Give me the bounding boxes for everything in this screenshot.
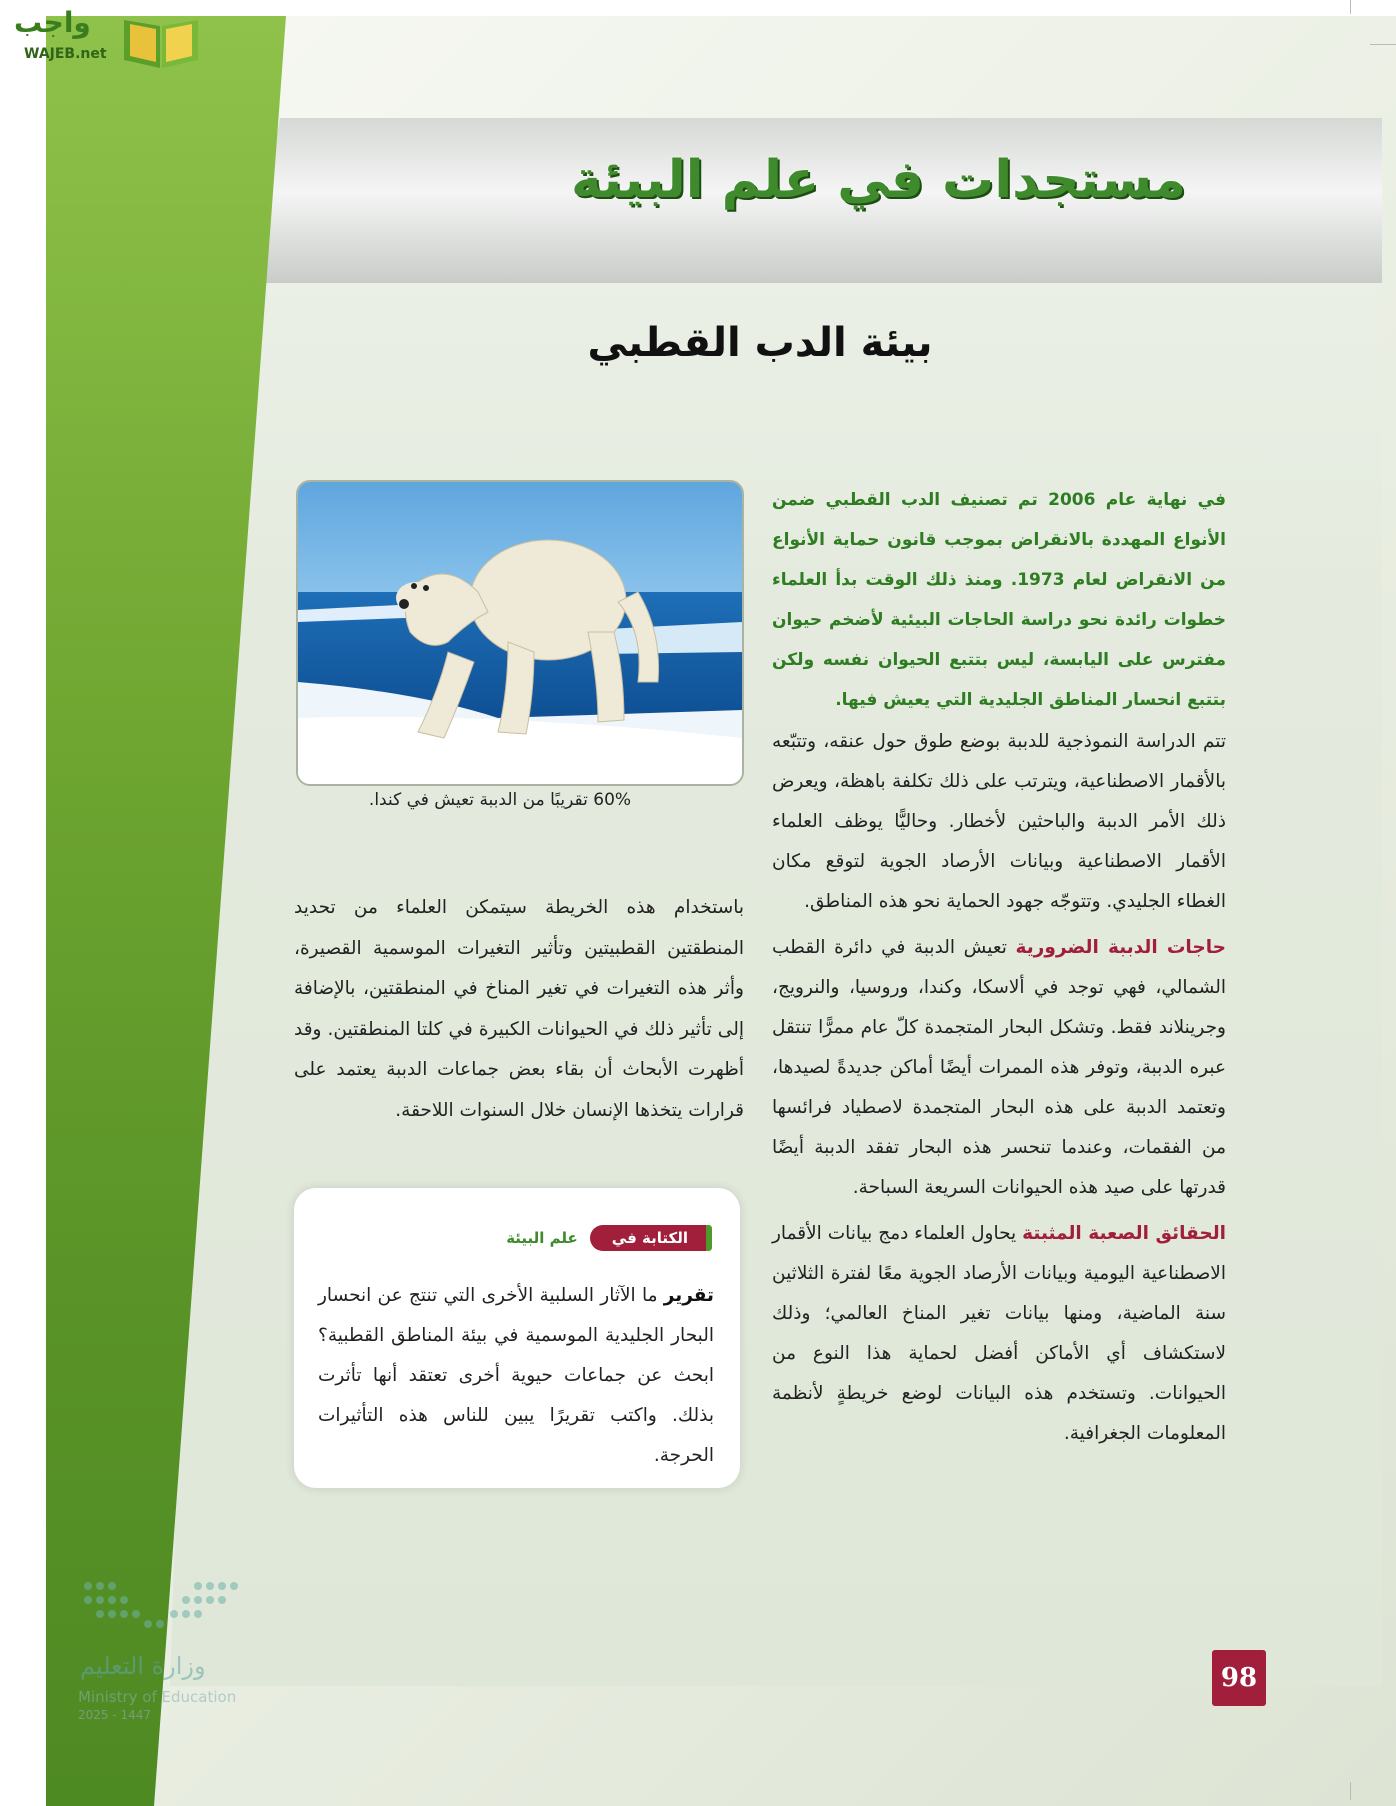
writing-tag-pill: الكتابة في xyxy=(590,1225,712,1251)
section-heading: الحقائق الصعبة المثبتة xyxy=(1022,1223,1226,1244)
writing-tag xyxy=(506,1222,712,1254)
ministry-year: 2025 - 1447 xyxy=(78,1708,152,1722)
paragraph-text: تعيش الدببة في دائرة القطب الشمالي، فهي توجد في ألاسكا، وكندا، وروسيا، والنرويج، وجرينلاند فقط. وتشكل البحار المتجمدة كلّ عام ممرًّا تنتقل عبره الدببة، وتوفر هذه الممرات أيضًا أماكن جديدةً لصيدها، وتعتمد الدببة على هذه البحار المتجمدة لاصطياد فرائسها من الفقمات، وعندما تنحسر هذه البحار تفقد الدببة أيضًا قدرتها على صيد هذه الحيوانات السريعة السباحة. xyxy=(772,937,1226,1198)
section-subtitle: بيئة الدب القطبي xyxy=(587,320,933,366)
logo-word: واجب xyxy=(14,6,91,39)
crop-mark xyxy=(1350,0,1351,14)
writing-tag-label: علم البيئة xyxy=(506,1229,578,1247)
intro-paragraph: في نهاية عام 2006 تم تصنيف الدب القطبي ضمن الأنواع المهددة بالانقراض بموجب قانون حماية الأنواع من الانقراض لعام 1973. ومنذ ذلك الوقت بدأ العلماء خطوات رائدة نحو دراسة الحاجات البيئية لأضخم حيوان مفترس على اليابسة، ليس بتتبع الحيوان نفسه ولكن بتتبع انحسار المناطق الجليدية التي يعيش فيها. xyxy=(772,490,1226,710)
body-paragraph: تتم الدراسة النموذجية للدببة بوضع طوق حول عنقه، وتتبّعه بالأقمار الاصطناعية، ويترتب على ذلك تكلفة باهظة، ويعرض ذلك الأمر الدببة والباحثين لأخطار. وحاليًّا يوظف العلماء الأقمار الاصطناعية وبيانات الأرصاد الجوية لتوقع مكان الغطاء الجليدي. وتتوجّه جهود الحماية نحو هذه المناطق. xyxy=(772,731,1226,912)
body-paragraph xyxy=(772,928,1226,1208)
polar-bear-illustration xyxy=(298,482,742,784)
right-column xyxy=(772,722,1226,1460)
activity-lead: تقرير xyxy=(663,1285,714,1306)
writing-activity-box xyxy=(294,1188,740,1488)
crop-mark xyxy=(1370,44,1396,45)
section-heading: حاجات الدببة الضرورية xyxy=(1015,937,1226,958)
page-number: 98 xyxy=(1212,1650,1266,1706)
wajeb-logo[interactable] xyxy=(14,6,186,70)
ministry-name-ar: وزارة التعليم xyxy=(80,1652,206,1680)
left-column-paragraph: باستخدام هذه الخريطة سيتمكن العلماء من تحديد المنطقتين القطبيتين وتأثير التغيرات الموسمية القصيرة، وأثر هذه التغيرات في تغير المناخ في المنطقتين، بالإضافة إلى تأثير ذلك في الحيوانات الكبيرة في كلتا المنطقتين. وقد أظهرت الأبحاث أن بقاء بعض جماعات الدببة يعتمد على قرارات يتخذها الإنسان خلال السنوات اللاحقة. xyxy=(294,897,744,1121)
book-icon xyxy=(122,10,200,70)
figure-caption: 60% تقريبًا من الدببة تعيش في كندا. xyxy=(368,790,632,810)
crop-mark xyxy=(1350,1782,1351,1800)
polar-bear-photo xyxy=(296,480,744,786)
body-paragraph xyxy=(772,1214,1226,1454)
activity-text: ما الآثار السلبية الأخرى التي تنتج عن انحسار البحار الجليدية الموسمية في بيئة المناطق القطبية؟ ابحث عن جماعات حيوية أخرى تعتقد أنها تأثرت بذلك. واكتب تقريرًا يبين للناس هذه التأثيرات الحرجة. xyxy=(318,1285,714,1466)
paragraph-text: يحاول العلماء دمج بيانات الأقمار الاصطناعية اليومية وبيانات الأرصاد الجوية معًا لفترة الثلاثين سنة الماضية، ومنها بيانات تغير المناخ العالمي؛ وذلك لاستكشاف أي الأماكن أفضل لحماية هذا النوع من الحيوانات. وتستخدم هذه البيانات لوضع خريطةٍ لأنظمة المعلومات الجغرافية. xyxy=(772,1223,1226,1444)
page-title: مستجدات في علم البيئة xyxy=(571,150,1186,210)
ministry-logo xyxy=(78,1576,248,1726)
ministry-dots-icon xyxy=(78,1576,248,1630)
logo-net: WAJEB.net xyxy=(24,46,107,62)
ministry-name-en: Ministry of Education xyxy=(78,1688,237,1706)
writing-activity-text xyxy=(318,1276,714,1476)
